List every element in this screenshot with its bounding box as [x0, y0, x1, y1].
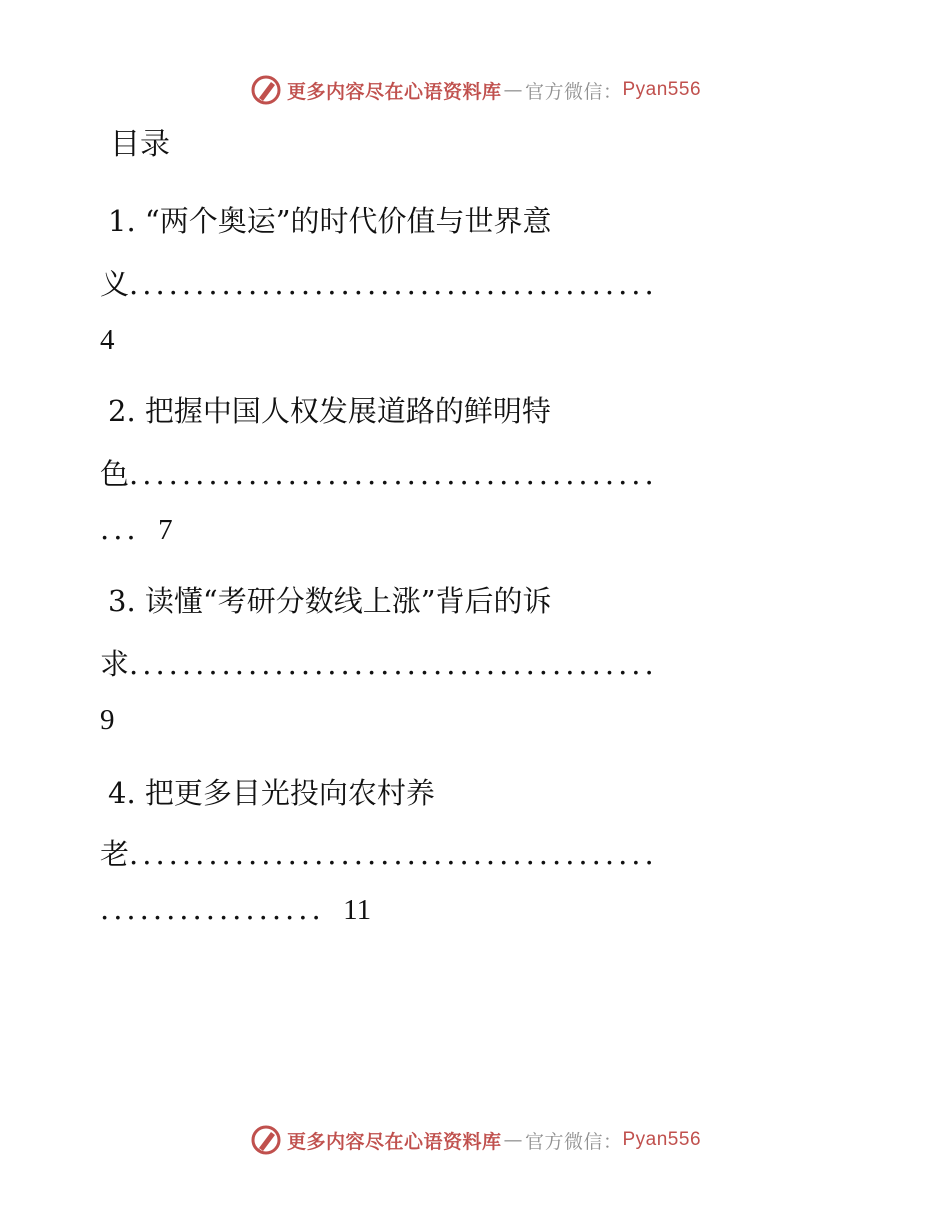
- toc-entry-3-page[interactable]: 9: [100, 704, 115, 736]
- header-official-label: 官方微信：: [524, 80, 623, 103]
- toc-entry-1-dots: ........................................: [129, 267, 658, 301]
- toc-title: 目录: [110, 127, 170, 162]
- toc-entry-2-last-char: 色: [100, 457, 130, 491]
- toc-entry-3-dots: ........................................: [129, 647, 658, 681]
- toc-entry-4-dots-cont: .................: [100, 892, 325, 926]
- header-wechat-id: Pyan556: [622, 79, 702, 100]
- header-watermark: [0, 70, 950, 110]
- toc-entry-2-page-line: [100, 506, 860, 552]
- toc-entry-1-text: 1. “两个奥运”的时代价值与世界意: [108, 204, 552, 238]
- footer-official-label: 官方微信：: [524, 1130, 623, 1153]
- toc-entry-2-dots: ........................................: [129, 457, 658, 491]
- footer-dash: —: [503, 1129, 523, 1151]
- toc-entry-3-page-line: [100, 696, 860, 742]
- toc-entry-1-last-char: 义: [100, 267, 130, 301]
- toc-entry-3-last-char: 求: [100, 647, 130, 681]
- toc-entry-4-title[interactable]: [108, 770, 868, 816]
- toc-entry-4-text: 4. 把更多目光投向农村养: [108, 776, 435, 810]
- toc-entry-4-last-char: 老: [100, 837, 130, 871]
- footer-watermark: [0, 1120, 950, 1160]
- toc-entry-2-text: 2. 把握中国人权发展道路的鲜明特: [108, 394, 551, 428]
- footer-wechat-id: Pyan556: [622, 1129, 702, 1150]
- toc-entry-1-page-line: [100, 316, 860, 362]
- pen-logo-icon: [249, 73, 283, 107]
- toc-entry-2-leader: [100, 451, 860, 497]
- toc-entry-4-page-line: [100, 886, 860, 932]
- toc-entry-2-title[interactable]: [108, 388, 868, 434]
- pen-logo-icon: [249, 1123, 283, 1157]
- toc-entry-4-leader: [100, 831, 860, 877]
- toc-entry-3-title[interactable]: [108, 578, 868, 624]
- toc-entry-2-page[interactable]: 7: [158, 514, 173, 546]
- toc-entry-1-page[interactable]: 4: [100, 324, 115, 356]
- footer-brand: 更多内容尽在心语资料库: [286, 1130, 502, 1153]
- toc-entry-4-page[interactable]: 11: [343, 894, 372, 926]
- toc-entry-1-title[interactable]: [108, 198, 868, 244]
- toc-entry-3-text: 3. 读懂“考研分数线上涨”背后的诉: [108, 584, 552, 618]
- toc-entry-4-dots: ........................................: [129, 837, 658, 871]
- header-brand: 更多内容尽在心语资料库: [286, 80, 502, 103]
- header-dash: —: [503, 79, 523, 101]
- toc-entry-3-leader: [100, 641, 860, 687]
- toc-entry-2-dots-cont: ...: [100, 512, 140, 546]
- toc-entry-1-leader: [100, 261, 860, 307]
